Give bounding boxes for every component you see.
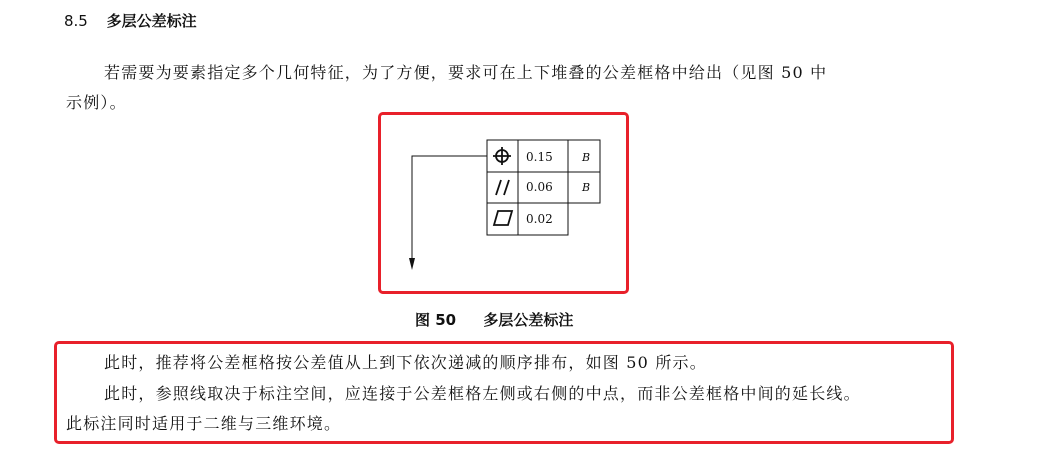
tolerance-row-3: 0.02 (526, 212, 553, 226)
figure-caption (415, 309, 573, 330)
leader-arrowhead (409, 258, 415, 270)
paragraph-2: 此时，推荐将公差框格按公差值从上到下依次递减的顺序排布，如图 50 所示。 (104, 353, 707, 372)
paragraph-1-line-1: 若需要为要素指定多个几何特征，为了方便，要求可在上下堆叠的公差框格中给出（见图 50 中 (104, 63, 828, 82)
figure-title: 多层公差标注 (483, 311, 574, 329)
paragraph-1-line-2: 示例）。 (66, 93, 127, 112)
tolerance-row-1: 0.15 (526, 150, 553, 164)
datum-row-1: B (582, 151, 591, 164)
tolerance-row-2: 0.06 (526, 180, 553, 194)
flatness-icon (494, 211, 512, 225)
paragraph-3-line-2: 此标注同时适用于二维与三维环境。 (66, 414, 342, 433)
leader-line (412, 156, 487, 258)
figure-label: 图 50 (415, 311, 457, 329)
parallelism-icon (496, 180, 509, 195)
section-number: 8.5 (64, 12, 88, 30)
datum-row-2: B (582, 181, 591, 194)
position-icon (493, 147, 511, 165)
paragraph-3-line-1: 此时，参照线取决于标注空间，应连接于公差框格左侧或右侧的中点，而非公差框格中间的延长线。 (104, 384, 861, 403)
section-title: 多层公差标注 (106, 12, 197, 30)
